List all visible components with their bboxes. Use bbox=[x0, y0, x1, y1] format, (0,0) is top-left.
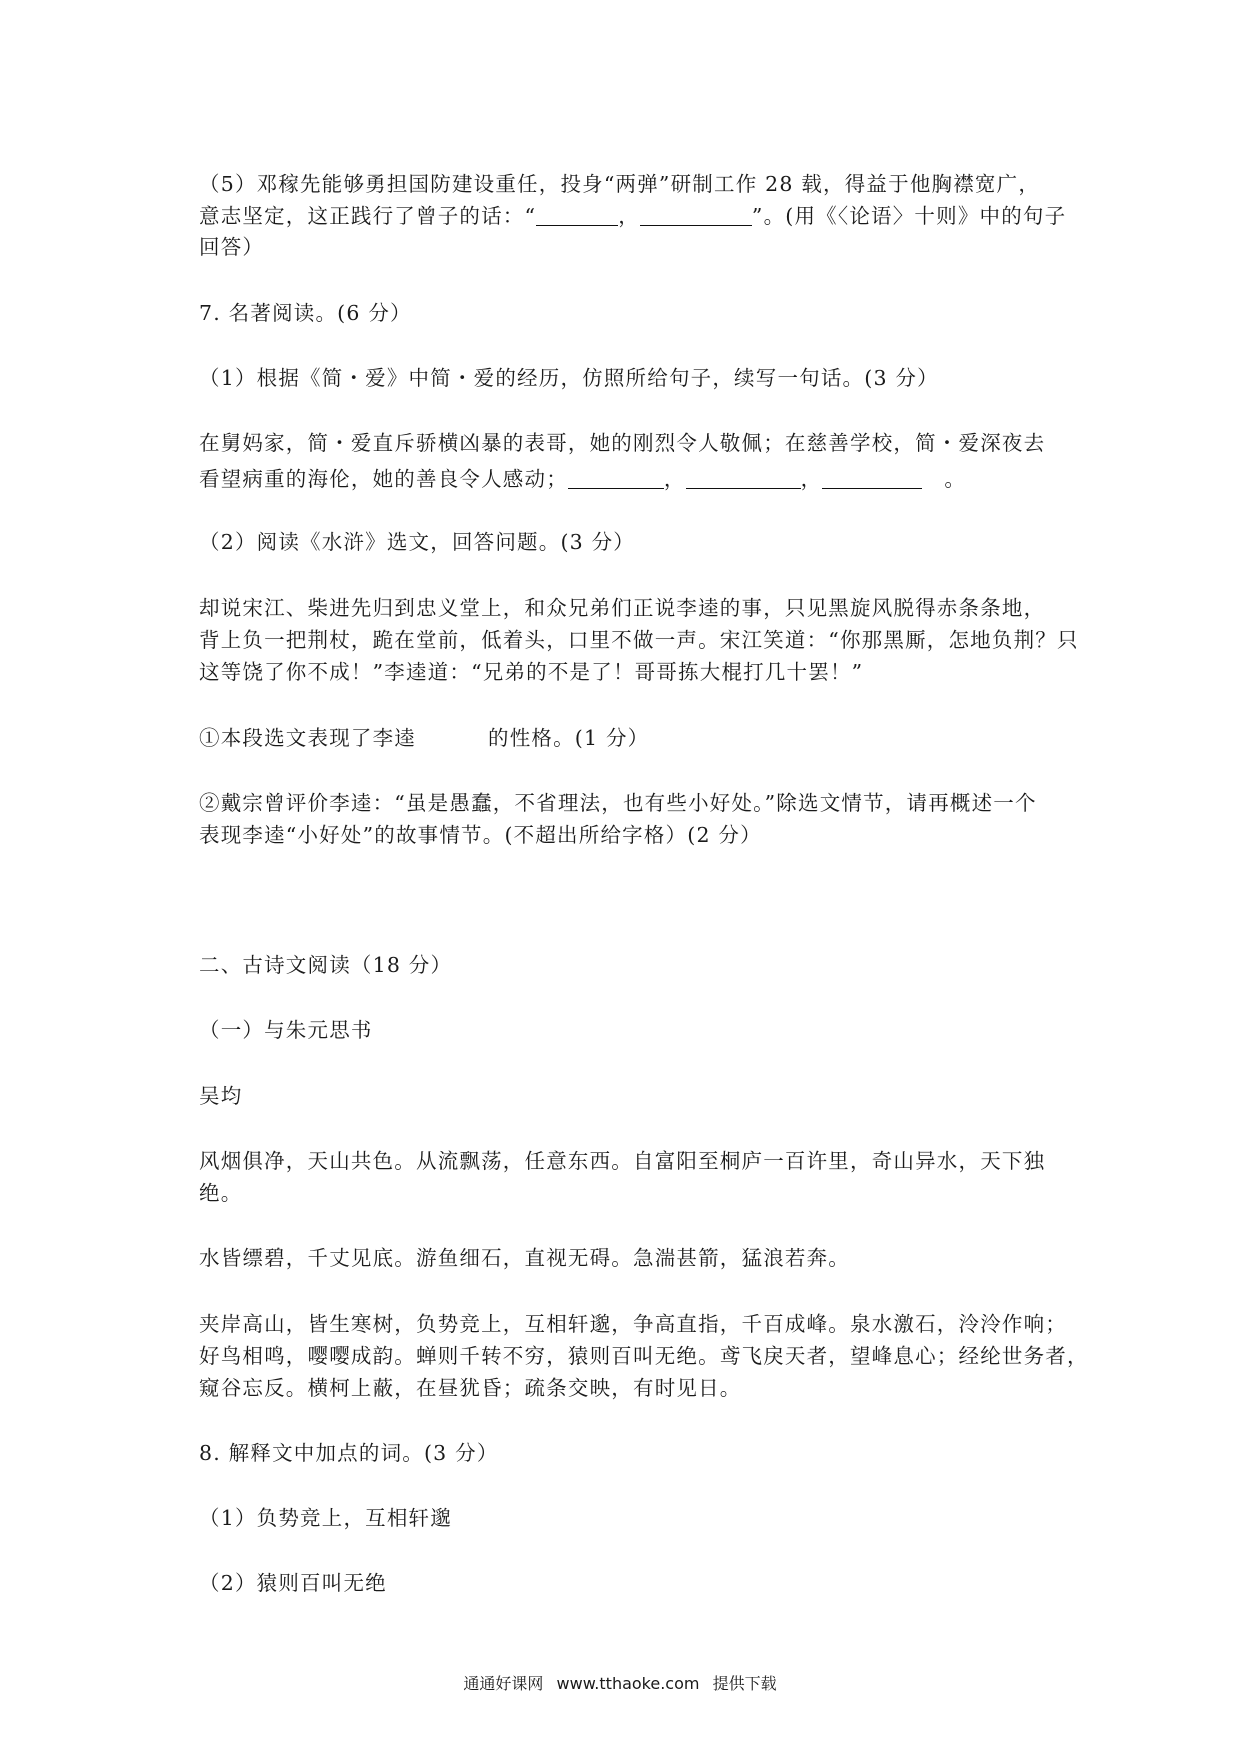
q7-item-2-line-2: 表现李逵“小好处”的故事情节。(不超出所给字格）(2 分） bbox=[199, 823, 762, 847]
q7-passage-line-1: 却说宋江、柴进先归到忠义堂上，和众兄弟们正说李逵的事，只见黑旋风脱得赤条条地， bbox=[199, 596, 1046, 620]
q5-comma: ， bbox=[618, 204, 640, 228]
q5-line-1: （5）邓稼先能够勇担国防建设重任，投身“两弹”研制工作 28 载，得益于他胸襟宽广， bbox=[199, 172, 1041, 196]
section-2-title: 二、古诗文阅读（18 分） bbox=[199, 953, 453, 977]
q7-sub-1: （1）根据《简・爱》中简・爱的经历，仿照所给句子，续写一句话。(3 分） bbox=[199, 366, 939, 390]
q7-comma-2: ， bbox=[800, 467, 823, 491]
answer-blank[interactable] bbox=[536, 205, 618, 226]
answer-blank[interactable] bbox=[568, 468, 664, 489]
para-3-line-2: 好鸟相鸣，嘤嘤成韵。蝉则千转不穷，猿则百叫无绝。鸢飞戾天者，望峰息心；经纶世务者， bbox=[199, 1344, 1089, 1368]
footer-url[interactable]: www.tthaoke.com bbox=[556, 1674, 700, 1693]
q7-title: 7. 名著阅读。(6 分） bbox=[199, 301, 412, 325]
para-1-line-2: 绝。 bbox=[199, 1181, 243, 1205]
para-1-line-1: 风烟俱净，天山共色。从流飘荡，任意东西。自富阳至桐庐一百许里，奇山异水，天下独 bbox=[199, 1149, 1046, 1173]
answer-blank[interactable] bbox=[640, 205, 752, 226]
q7-item-2-line-1: ②戴宗曾评价李逵：“虽是愚蠢，不省理法，也有些小好处。”除选文情节，请再概述一个 bbox=[199, 791, 1037, 815]
q7-sub-1-text-1: 在舅妈家，简・爱直斥骄横凶暴的表哥，她的刚烈令人敬佩；在慈善学校，简・爱深夜去 bbox=[199, 431, 1046, 455]
q5-line-3: 回答） bbox=[199, 235, 265, 259]
q7-comma-1: ， bbox=[663, 467, 686, 491]
para-3-line-3: 窥谷忘反。横柯上蔽，在昼犹昏；疏条交映，有时见日。 bbox=[199, 1376, 742, 1400]
q8-item-1: （1）负势竞上，互相轩邈 bbox=[199, 1506, 452, 1530]
q7-item-1-lead: ①本段选文表现了李逵 bbox=[199, 726, 416, 750]
para-2: 水皆缥碧，千丈见底。游鱼细石，直视无碍。急湍甚箭，猛浪若奔。 bbox=[199, 1246, 850, 1270]
q7-sub-2: （2）阅读《水浒》选文，回答问题。(3 分） bbox=[199, 530, 635, 554]
q7-passage-line-3: 这等饶了你不成！”李逵道：“兄弟的不是了！哥哥拣大棍打几十罢！” bbox=[199, 660, 864, 684]
q7-sub-1-text-2-lead: 看望病重的海伦，她的善良令人感动； bbox=[199, 467, 568, 491]
answer-blank[interactable] bbox=[686, 468, 801, 489]
work-title: （一）与朱元思书 bbox=[199, 1018, 373, 1042]
q7-item-1 bbox=[199, 728, 649, 749]
footer-suffix: 提供下载 bbox=[712, 1674, 777, 1693]
q8-title: 8. 解释文中加点的词。(3 分） bbox=[199, 1441, 499, 1465]
author: 吴均 bbox=[199, 1084, 243, 1108]
footer-site-name: 通通好课网 bbox=[463, 1674, 544, 1693]
page-footer bbox=[0, 1671, 1240, 1694]
q5-line-2-text: 意志坚定，这正践行了曾子的话：“ bbox=[199, 204, 537, 228]
answer-blank[interactable] bbox=[822, 468, 922, 489]
q7-passage-line-2: 背上负一把荆杖，跪在堂前，低着头，口里不做一声。宋江笑道：“你那黑厮，怎地负荆？只 bbox=[199, 628, 1079, 652]
para-3-line-1: 夹岸高山，皆生寒树，负势竞上，互相轩邈，争高直指，千百成峰。泉水激石，泠泠作响； bbox=[199, 1312, 1067, 1336]
q5-line-2 bbox=[199, 205, 1066, 227]
q5-line-2-tail: ”。(用《〈论语〉十则》中的句子 bbox=[751, 204, 1067, 228]
answer-blank[interactable] bbox=[416, 728, 488, 748]
q7-period: 。 bbox=[944, 467, 967, 491]
q7-item-1-tail: 的性格。(1 分） bbox=[488, 726, 650, 750]
q8-item-2: （2）猿则百叫无绝 bbox=[199, 1571, 387, 1595]
q7-sub-1-text-2 bbox=[199, 468, 966, 490]
